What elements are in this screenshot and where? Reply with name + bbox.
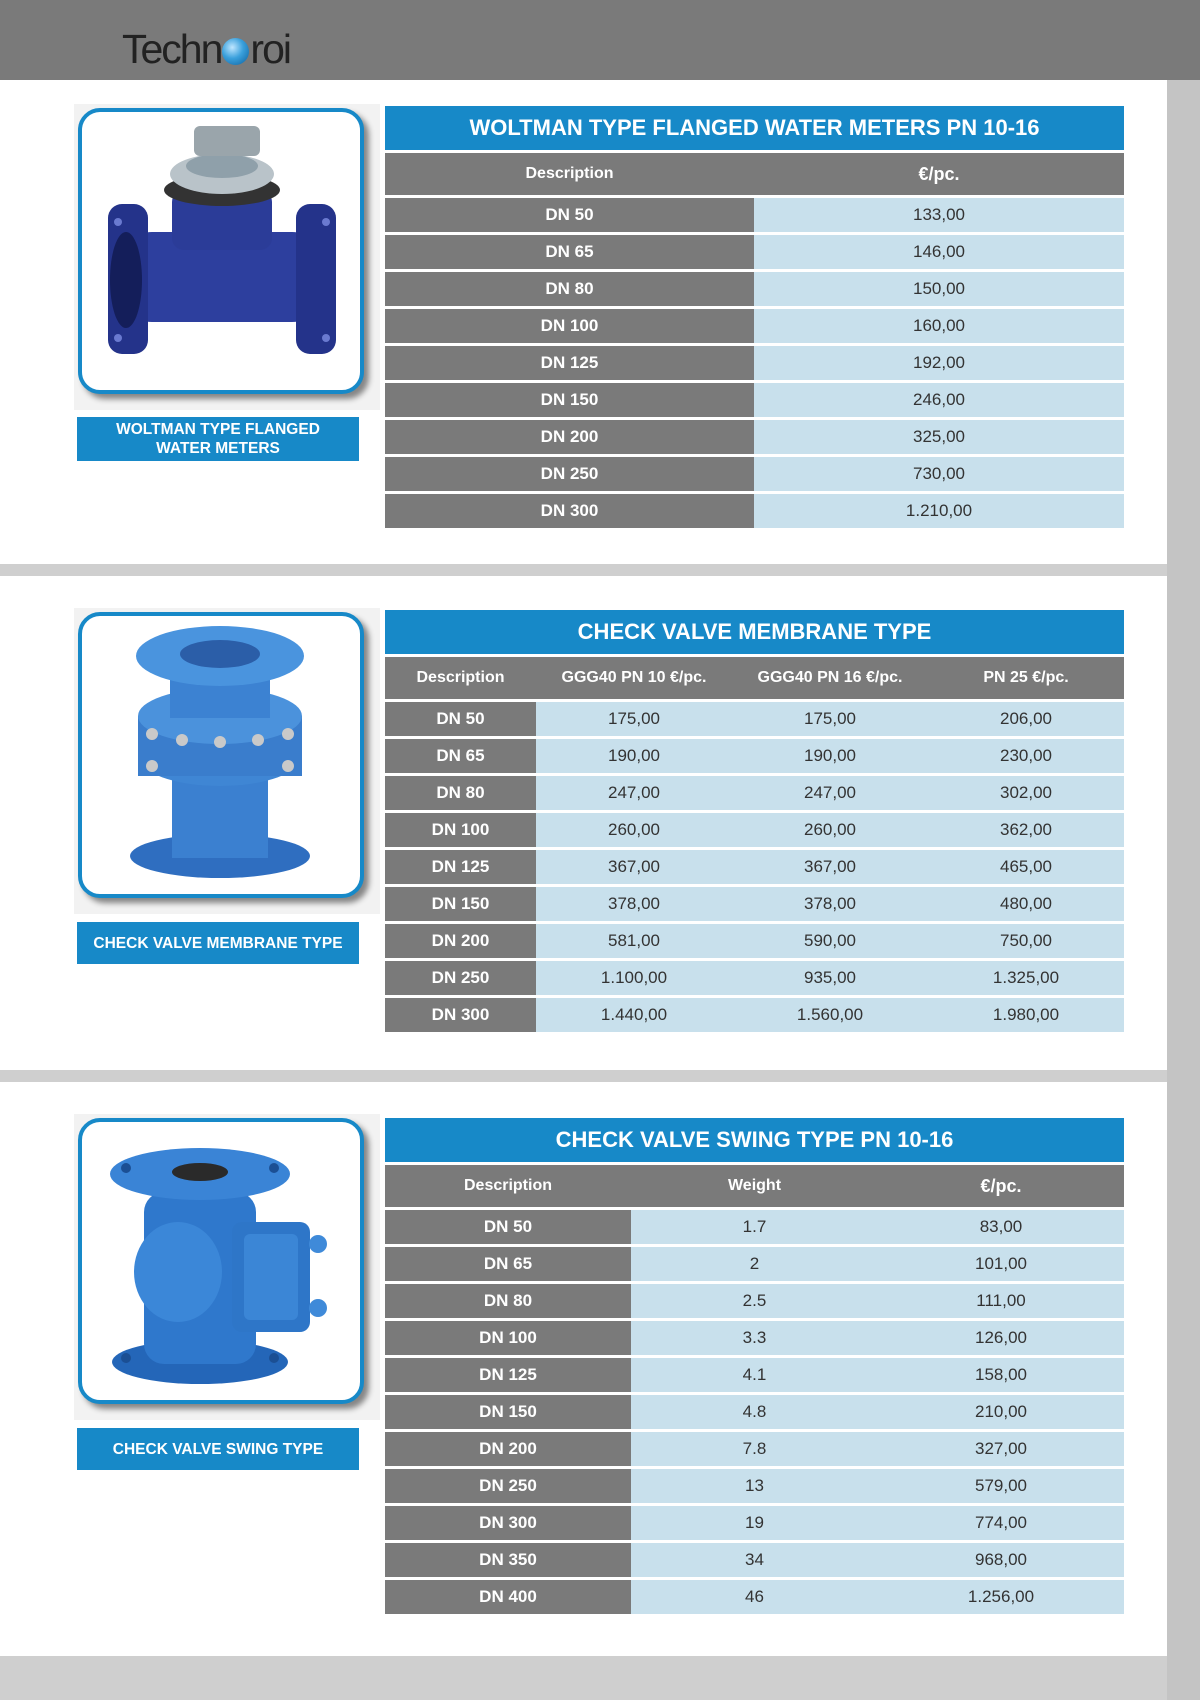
row-description: DN 50 <box>385 702 536 739</box>
top-bar <box>0 0 1200 80</box>
row-description: DN 80 <box>385 776 536 813</box>
table-row <box>385 1506 1124 1543</box>
row-price: 206,00 <box>928 702 1124 739</box>
column-header: GGG40 PN 16 €/pc. <box>732 657 928 702</box>
table-title: WOLTMAN TYPE FLANGED WATER METERS PN 10-16 <box>385 106 1124 153</box>
row-price: 325,00 <box>754 420 1124 457</box>
row-weight: 13 <box>631 1469 878 1506</box>
row-price: 260,00 <box>732 813 928 850</box>
row-price: 190,00 <box>536 739 732 776</box>
row-price: 247,00 <box>732 776 928 813</box>
table-row <box>385 1247 1124 1284</box>
row-price: 590,00 <box>732 924 928 961</box>
column-header: Description <box>385 153 754 198</box>
row-price: 150,00 <box>754 272 1124 309</box>
row-description: DN 250 <box>385 961 536 998</box>
product-caption: CHECK VALVE MEMBRANE TYPE <box>77 922 359 964</box>
table-row <box>385 1395 1124 1432</box>
row-price: 378,00 <box>536 887 732 924</box>
row-price: 1.980,00 <box>928 998 1124 1032</box>
row-description: DN 100 <box>385 309 754 346</box>
row-price: 111,00 <box>878 1284 1124 1321</box>
row-description: DN 200 <box>385 924 536 961</box>
table-row <box>385 346 1124 383</box>
row-price: 579,00 <box>878 1469 1124 1506</box>
row-description: DN 50 <box>385 198 754 235</box>
row-description: DN 65 <box>385 235 754 272</box>
row-description: DN 150 <box>385 383 754 420</box>
brand-logo <box>122 26 290 72</box>
column-header: Description <box>385 657 536 702</box>
logo-text-left: Techn <box>122 26 222 72</box>
row-description: DN 125 <box>385 346 754 383</box>
product-caption: WOLTMAN TYPE FLANGED WATER METERS <box>77 417 359 461</box>
row-price: 260,00 <box>536 813 732 850</box>
row-price: 581,00 <box>536 924 732 961</box>
section-swing-check-valve <box>0 1082 1167 1656</box>
row-price: 160,00 <box>754 309 1124 346</box>
row-description: DN 350 <box>385 1543 631 1580</box>
row-price: 367,00 <box>536 850 732 887</box>
row-weight: 46 <box>631 1580 878 1614</box>
table-row <box>385 1543 1124 1580</box>
swing-check-valve-icon <box>78 1118 364 1404</box>
row-price: 1.325,00 <box>928 961 1124 998</box>
row-price: 175,00 <box>536 702 732 739</box>
table-row <box>385 850 1124 887</box>
row-price: 774,00 <box>878 1506 1124 1543</box>
water-meter-icon <box>78 108 364 394</box>
product-image-frame <box>74 1114 380 1420</box>
row-price: 935,00 <box>732 961 928 998</box>
row-description: DN 100 <box>385 813 536 850</box>
row-price: 367,00 <box>732 850 928 887</box>
row-weight: 2.5 <box>631 1284 878 1321</box>
table-row <box>385 961 1124 998</box>
membrane-check-valve-icon <box>78 612 364 898</box>
row-description: DN 300 <box>385 998 536 1032</box>
row-description: DN 125 <box>385 850 536 887</box>
row-price: 175,00 <box>732 702 928 739</box>
table-row <box>385 998 1124 1032</box>
row-weight: 3.3 <box>631 1321 878 1358</box>
table-row <box>385 813 1124 850</box>
column-header: Description <box>385 1165 631 1210</box>
column-header: €/pc. <box>878 1165 1124 1210</box>
row-price: 968,00 <box>878 1543 1124 1580</box>
column-header: €/pc. <box>754 153 1124 198</box>
table-row <box>385 272 1124 309</box>
price-table <box>385 1118 1124 1614</box>
row-weight: 4.1 <box>631 1358 878 1395</box>
table-row <box>385 1432 1124 1469</box>
row-description: DN 100 <box>385 1321 631 1358</box>
row-description: DN 300 <box>385 1506 631 1543</box>
product-image-frame <box>74 104 380 410</box>
price-table <box>385 610 1124 1032</box>
table-row <box>385 309 1124 346</box>
row-price: 230,00 <box>928 739 1124 776</box>
row-price: 362,00 <box>928 813 1124 850</box>
row-price: 480,00 <box>928 887 1124 924</box>
row-description: DN 200 <box>385 420 754 457</box>
column-header: GGG40 PN 10 €/pc. <box>536 657 732 702</box>
globe-icon <box>222 38 249 65</box>
row-price: 302,00 <box>928 776 1124 813</box>
row-weight: 34 <box>631 1543 878 1580</box>
row-price: 83,00 <box>878 1210 1124 1247</box>
row-price: 246,00 <box>754 383 1124 420</box>
table-row <box>385 383 1124 420</box>
row-price: 327,00 <box>878 1432 1124 1469</box>
row-description: DN 250 <box>385 1469 631 1506</box>
row-description: DN 300 <box>385 494 754 528</box>
row-price: 1.100,00 <box>536 961 732 998</box>
row-price: 378,00 <box>732 887 928 924</box>
row-price: 126,00 <box>878 1321 1124 1358</box>
table-row <box>385 1210 1124 1247</box>
table-title: CHECK VALVE SWING TYPE PN 10-16 <box>385 1118 1124 1165</box>
table-row <box>385 420 1124 457</box>
row-weight: 19 <box>631 1506 878 1543</box>
row-weight: 1.7 <box>631 1210 878 1247</box>
table-row <box>385 924 1124 961</box>
row-price: 730,00 <box>754 457 1124 494</box>
price-table <box>385 106 1124 528</box>
product-caption: CHECK VALVE SWING TYPE <box>77 1428 359 1470</box>
row-description: DN 65 <box>385 1247 631 1284</box>
row-description: DN 50 <box>385 1210 631 1247</box>
row-price: 133,00 <box>754 198 1124 235</box>
row-description: DN 400 <box>385 1580 631 1614</box>
row-description: DN 150 <box>385 1395 631 1432</box>
row-price: 1.560,00 <box>732 998 928 1032</box>
table-row <box>385 494 1124 528</box>
row-weight: 7.8 <box>631 1432 878 1469</box>
table-row <box>385 1284 1124 1321</box>
row-price: 1.440,00 <box>536 998 732 1032</box>
column-header: PN 25 €/pc. <box>928 657 1124 702</box>
row-price: 750,00 <box>928 924 1124 961</box>
section-water-meters <box>0 80 1167 564</box>
row-price: 247,00 <box>536 776 732 813</box>
row-description: DN 65 <box>385 739 536 776</box>
row-price: 192,00 <box>754 346 1124 383</box>
row-price: 190,00 <box>732 739 928 776</box>
right-margin-strip <box>1167 80 1200 1700</box>
table-row <box>385 1469 1124 1506</box>
table-row <box>385 739 1124 776</box>
table-title: CHECK VALVE MEMBRANE TYPE <box>385 610 1124 657</box>
table-row <box>385 1358 1124 1395</box>
table-row <box>385 235 1124 272</box>
table-row <box>385 1321 1124 1358</box>
row-description: DN 250 <box>385 457 754 494</box>
row-price: 146,00 <box>754 235 1124 272</box>
row-description: DN 125 <box>385 1358 631 1395</box>
table-row <box>385 1580 1124 1614</box>
row-price: 101,00 <box>878 1247 1124 1284</box>
section-membrane-check-valve <box>0 576 1167 1070</box>
row-description: DN 80 <box>385 1284 631 1321</box>
row-price: 210,00 <box>878 1395 1124 1432</box>
table-row <box>385 198 1124 235</box>
column-header: Weight <box>631 1165 878 1210</box>
row-description: DN 200 <box>385 1432 631 1469</box>
row-description: DN 150 <box>385 887 536 924</box>
table-row <box>385 457 1124 494</box>
row-price: 1.210,00 <box>754 494 1124 528</box>
table-row <box>385 776 1124 813</box>
row-price: 1.256,00 <box>878 1580 1124 1614</box>
row-weight: 4.8 <box>631 1395 878 1432</box>
row-description: DN 80 <box>385 272 754 309</box>
row-price: 465,00 <box>928 850 1124 887</box>
logo-text-right: roi <box>250 26 290 72</box>
row-price: 158,00 <box>878 1358 1124 1395</box>
row-weight: 2 <box>631 1247 878 1284</box>
table-row <box>385 702 1124 739</box>
table-row <box>385 887 1124 924</box>
product-image-frame <box>74 608 380 914</box>
